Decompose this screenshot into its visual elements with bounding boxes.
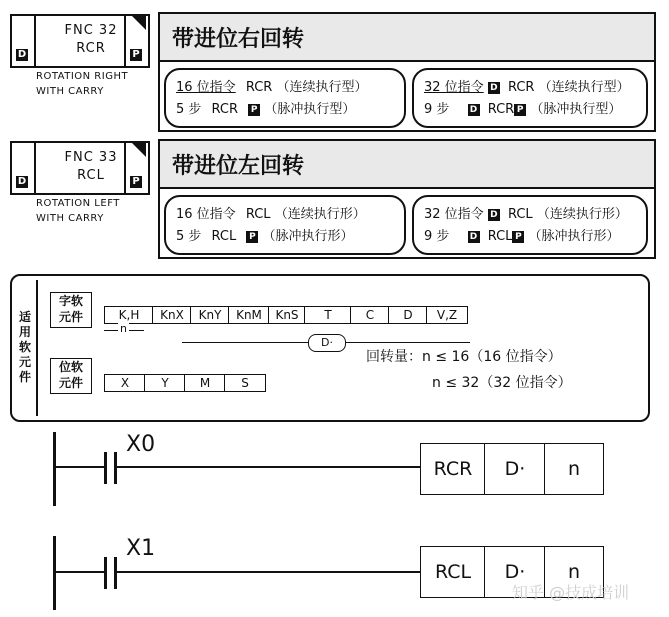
p-tag: P [248, 104, 260, 116]
word-device-cell: V,Z [426, 306, 468, 324]
instruction-operand: D· [484, 546, 546, 598]
pill-16bit [164, 68, 406, 128]
instruction-op: RCR [420, 443, 486, 495]
p-tag: P [130, 49, 142, 61]
p-tag: P [514, 104, 526, 116]
exec-type: （连续执行型） [276, 80, 368, 95]
pill-32bit [412, 195, 648, 255]
bits-label: 16 位指令 [176, 207, 236, 222]
corner-triangle [132, 16, 146, 30]
word-device-cell: KnM [228, 306, 270, 324]
panel-rcr [158, 12, 656, 132]
watermark: 知乎 @技成培训 [512, 583, 630, 602]
word-device-cell: KnX [152, 306, 192, 324]
exec-type: （连续执行型） [538, 80, 630, 95]
n-range-label: n [120, 322, 127, 335]
mnemonic: RCR [245, 80, 273, 95]
exec-type: （脉冲执行形） [528, 229, 620, 244]
exec-type: （脉冲执行型） [530, 102, 622, 117]
panel-title: 带进位右回转 [172, 27, 305, 52]
bit-devices-label: 位软 元件 [50, 358, 92, 394]
d-tag: D [17, 176, 27, 187]
word-devices-label: 字软 元件 [50, 292, 92, 328]
steps-label: 9 步 [424, 102, 450, 117]
steps-label: 5 步 [176, 102, 202, 117]
d-tag: D [488, 209, 500, 221]
mnemonic: RCL [507, 207, 533, 222]
mnemonic: RCR [487, 102, 515, 117]
instruction-operand: n [544, 546, 604, 598]
exec-type: （连续执行形） [274, 207, 366, 222]
word-device-cell: KnY [190, 306, 230, 324]
bits-label: 32 位指令 [424, 207, 484, 222]
devices-side-label: 适 用 软 元 件 [18, 310, 31, 384]
instruction-op: RCL [420, 546, 486, 598]
bit-device-cell: M [184, 374, 226, 392]
instruction-operand: D· [484, 443, 546, 495]
rotation-amount-16: 回转量：n ≤ 16（16 位指令） [366, 349, 562, 365]
exec-type: （连续执行形） [536, 207, 628, 222]
mnemonic: RCR [507, 80, 535, 95]
word-device-cell: T [304, 306, 352, 324]
contact-label: X1 [126, 536, 156, 561]
bit-device-cell: X [104, 374, 146, 392]
fnc-box-rcl [10, 141, 150, 195]
panel-title-bar [160, 14, 654, 62]
rotation-amount-32: n ≤ 32（32 位指令） [432, 375, 572, 391]
mnemonic: RCL [211, 229, 237, 244]
p-tag: P [512, 231, 524, 243]
exec-type: （脉冲执行形） [262, 229, 354, 244]
d-range-label: D· [308, 334, 346, 352]
d-tag: D [468, 104, 480, 116]
panel-title: 带进位左回转 [172, 154, 305, 179]
pill-32bit [412, 68, 648, 128]
fnc-desc-line1: ROTATION LEFT [36, 198, 120, 209]
corner-triangle [132, 143, 146, 157]
applicable-devices-box [10, 274, 650, 422]
bits-label: 16 位指令 [176, 80, 236, 95]
fnc-desc-line2: WITH CARRY [36, 213, 104, 224]
p-tag: P [130, 176, 142, 188]
steps-label: 9 步 [424, 229, 450, 244]
exec-type: （脉冲执行型） [264, 102, 356, 117]
contact-label: X0 [126, 432, 156, 457]
panel-rcl [158, 139, 656, 259]
fnc-box-rcr [10, 14, 150, 68]
panel-title-bar [160, 141, 654, 189]
fnc-code: FNC 33 [64, 150, 118, 165]
bits-label: 32 位指令 [424, 80, 484, 95]
fnc-desc-line1: ROTATION RIGHT [36, 71, 129, 82]
instruction-operand: n [544, 443, 604, 495]
mnemonic: RCR [211, 102, 239, 117]
word-device-cell: C [350, 306, 390, 324]
word-device-cell: KnS [268, 306, 306, 324]
fnc-code: FNC 32 [64, 23, 118, 38]
steps-label: 5 步 [176, 229, 202, 244]
fnc-mnemonic: RCR [76, 41, 106, 56]
p-tag: P [246, 231, 258, 243]
d-tag: D [488, 82, 500, 94]
mnemonic: RCL [245, 207, 271, 222]
word-device-cell: D [388, 306, 428, 324]
bit-device-cell: S [224, 374, 266, 392]
word-device-cell: K,H [104, 306, 154, 324]
fnc-desc-line2: WITH CARRY [36, 86, 104, 97]
d-tag: D [17, 49, 27, 60]
bit-device-cell: Y [144, 374, 186, 392]
d-tag: D [468, 231, 480, 243]
pill-16bit [164, 195, 406, 255]
fnc-mnemonic: RCL [77, 168, 105, 183]
mnemonic: RCL [487, 229, 513, 244]
